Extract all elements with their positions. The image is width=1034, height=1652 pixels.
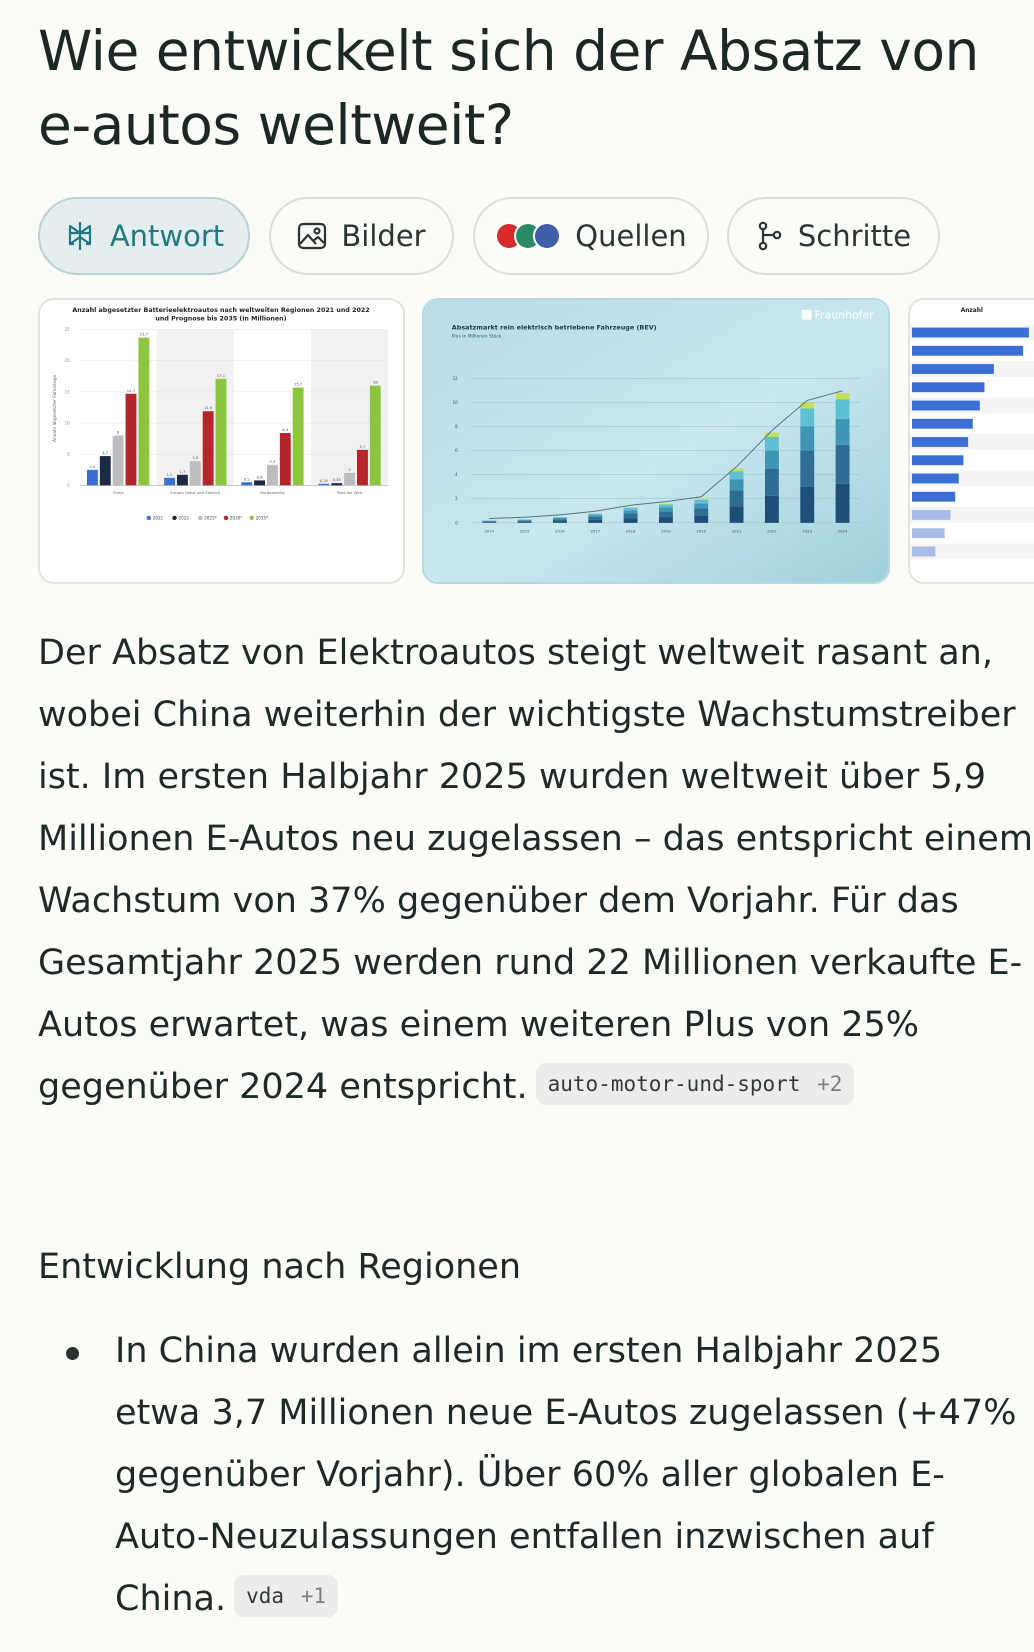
- data-label: 0,35: [332, 478, 341, 483]
- x-tick-label: 2021: [731, 529, 742, 534]
- bar-segment: [482, 521, 496, 522]
- bar: [138, 338, 149, 486]
- source-avatars-icon: [495, 222, 561, 250]
- bar-segment: [730, 490, 744, 506]
- bar: [912, 419, 973, 429]
- bar: [331, 483, 342, 485]
- x-tick-label: 2014: [484, 529, 495, 534]
- bar: [912, 346, 1023, 356]
- data-label: 1,2: [166, 472, 173, 477]
- bar: [912, 492, 955, 502]
- data-label: 4,7: [102, 451, 109, 456]
- bar-segment: [553, 517, 567, 518]
- bar-segment: [659, 511, 673, 517]
- bar-segment: [518, 522, 532, 523]
- fraunhofer-logo-icon: [802, 310, 812, 320]
- tab-label: Schritte: [797, 219, 912, 253]
- bar-segment: [694, 508, 708, 515]
- x-tick-label: 2016: [555, 529, 565, 534]
- y-tick-label: 0: [67, 482, 70, 488]
- legend-label: 2030*: [229, 515, 243, 521]
- data-label: 17,1: [216, 373, 226, 378]
- bar-segment: [800, 451, 814, 487]
- bar-segment: [588, 517, 602, 520]
- bar-segment: [765, 469, 779, 496]
- bar-segment: [730, 471, 744, 479]
- bev-regions-chart: [40, 300, 403, 582]
- data-label: 11,9: [203, 406, 213, 411]
- bar: [164, 478, 175, 485]
- bar: [912, 547, 935, 557]
- bar: [912, 328, 1029, 338]
- bar-segment: [765, 433, 779, 438]
- legend-swatch: [198, 516, 202, 520]
- legend-label: 2021: [152, 515, 164, 521]
- chart-title-line: und Prognose bis 2035 (in Millionen): [155, 315, 287, 323]
- bar-segment: [694, 516, 708, 523]
- bar: [241, 482, 252, 485]
- bar-segment: [800, 402, 814, 408]
- x-tick-label: 2019: [661, 529, 671, 534]
- bar: [912, 474, 959, 484]
- legend-swatch: [172, 516, 176, 520]
- y-tick-label: 10: [64, 420, 70, 426]
- bar-segment: [836, 399, 850, 419]
- bar: [912, 510, 951, 520]
- bar-segment: [659, 504, 673, 505]
- image-card-third[interactable]: [908, 298, 1034, 584]
- x-tick-label: 2023: [802, 529, 813, 534]
- citation-extra: +2: [817, 1072, 843, 1096]
- bar: [113, 436, 124, 486]
- legend-label: 2025*: [204, 515, 217, 521]
- y-tick-label: 5: [67, 451, 70, 457]
- bar-segment: [553, 519, 567, 521]
- bar-segment: [553, 518, 567, 519]
- image-card-fraunhofer[interactable]: [422, 298, 890, 584]
- y-tick-label: 4: [455, 472, 458, 478]
- y-tick-label: 15: [64, 389, 70, 395]
- bar: [126, 394, 137, 486]
- data-label: 14,7: [126, 388, 136, 393]
- bar-segment: [518, 519, 532, 520]
- image-icon: [297, 221, 327, 251]
- y-tick-label: 0: [455, 520, 458, 526]
- y-tick-label: 20: [64, 358, 70, 364]
- steps-branch-icon: [756, 221, 784, 251]
- bar-segment: [730, 507, 744, 523]
- x-tick-label: Nordamerika: [260, 491, 285, 496]
- y-tick-label: 8: [455, 423, 458, 429]
- y-tick-label: 10: [452, 399, 458, 405]
- x-tick-label: Europa (West und Zentral): [170, 491, 221, 496]
- chart-y-axis-label: Anzahl abgesetzter Fahrzeuge: [52, 374, 58, 442]
- tab-label: Quellen: [575, 219, 687, 253]
- bar-segment: [588, 520, 602, 523]
- bar-segment: [624, 508, 638, 510]
- citation-source: vda: [246, 1584, 285, 1608]
- chart-title: Anzahl: [960, 307, 983, 314]
- x-tick-label: 2018: [625, 529, 636, 534]
- data-label: 5,7: [359, 444, 366, 449]
- bar: [254, 480, 265, 485]
- data-label: 15,7: [293, 382, 303, 387]
- list-item: [38, 1320, 1033, 1630]
- data-label: 8: [116, 430, 120, 435]
- y-tick-label: 6: [455, 448, 458, 454]
- tab-bilder[interactable]: [269, 197, 454, 275]
- y-tick-label: 2: [455, 496, 458, 502]
- data-label: 0,25: [319, 478, 329, 483]
- bar: [293, 388, 304, 486]
- data-label: 0,5: [243, 477, 250, 482]
- x-tick-label: 2017: [590, 529, 601, 534]
- answer-paragraph: [38, 622, 1033, 1118]
- bar-segment: [836, 484, 850, 523]
- data-label: 1,7: [179, 469, 186, 474]
- legend-swatch: [249, 516, 253, 520]
- perplexity-logo-icon: [64, 220, 96, 252]
- x-tick-label: 2022: [767, 529, 777, 534]
- bar-segment: [800, 408, 814, 426]
- legend-swatch: [224, 516, 228, 520]
- data-label: 23,7: [139, 332, 149, 337]
- bar: [912, 528, 945, 538]
- data-label: 2,5: [89, 464, 96, 469]
- bar-segment: [694, 504, 708, 509]
- data-label: 3,3: [269, 459, 276, 464]
- x-tick-label: China: [112, 491, 124, 496]
- horizontal-bar-chart: [910, 300, 1034, 582]
- tab-label: Antwort: [109, 219, 225, 253]
- bar-segment: [659, 505, 673, 508]
- bar-segment: [765, 496, 779, 523]
- tab-antwort[interactable]: [38, 197, 250, 275]
- bar-segment: [765, 451, 779, 469]
- x-tick-label: 2020: [696, 529, 707, 534]
- legend-label: 2035*: [255, 515, 269, 521]
- brand-label: Fraunhofer: [814, 308, 874, 322]
- bar: [267, 465, 278, 486]
- image-card-statista[interactable]: [38, 298, 405, 584]
- bullet-text: In China wurden allein im ersten Halbjahr 2025 etwa 3,7 Millionen neue E-Autos zugelassen (+47% gegenüber Vorjahr). Über 60% aller globalen E-Auto-Neuzulassungen entfallen inzwischen auf China.: [115, 1331, 1017, 1619]
- citation-source: auto-motor-und-sport: [547, 1072, 801, 1096]
- bar-segment: [800, 426, 814, 450]
- citation-chip[interactable]: [234, 1575, 338, 1617]
- bar-segment: [765, 437, 779, 451]
- bar: [357, 450, 368, 486]
- chart-title: Absatzmarkt rein elektrisch betriebene Fahrzeuge (BEV): [451, 323, 657, 332]
- bar: [318, 484, 329, 486]
- data-label: 0,8: [256, 475, 263, 480]
- tab-quellen[interactable]: [473, 197, 709, 275]
- data-label: 2: [348, 467, 351, 472]
- bar-segment: [482, 522, 496, 523]
- bar: [912, 437, 968, 447]
- bar-segment: [624, 513, 638, 518]
- image-strip: [38, 298, 1034, 585]
- bullet-list: [38, 1320, 1033, 1630]
- y-tick-label: 12: [452, 375, 458, 381]
- legend-label: 2022: [178, 515, 189, 521]
- bar-segment: [836, 445, 850, 484]
- bev-market-chart: [424, 300, 888, 582]
- citation-extra: +1: [300, 1584, 326, 1608]
- bar-segment: [694, 500, 708, 504]
- bar-segment: [730, 479, 744, 490]
- bar-segment: [624, 507, 638, 508]
- bullet-dot: [66, 1347, 79, 1360]
- bar: [912, 455, 963, 465]
- bar: [912, 382, 985, 392]
- bar-segment: [588, 514, 602, 515]
- bar: [203, 411, 214, 485]
- bar: [177, 475, 188, 486]
- bar: [280, 433, 291, 485]
- x-tick-label: 2015: [519, 529, 530, 534]
- result-tabs: [38, 197, 1034, 277]
- bar: [87, 470, 98, 486]
- bar: [216, 379, 227, 486]
- bar: [344, 473, 355, 485]
- bar-segment: [518, 520, 532, 521]
- citation-chip[interactable]: [536, 1063, 855, 1105]
- bar-segment: [800, 487, 814, 523]
- bar-segment: [836, 419, 850, 445]
- bar-segment: [624, 518, 638, 523]
- bar-segment: [659, 507, 673, 511]
- tab-label: Bilder: [341, 219, 426, 253]
- chart-subtitle: Plus in Millionen Stück: [451, 334, 502, 340]
- tab-schritte[interactable]: [727, 197, 940, 275]
- bar-segment: [659, 517, 673, 523]
- x-tick-label: 2024: [837, 529, 848, 534]
- bar: [912, 364, 994, 374]
- answer-body: [38, 622, 1033, 1118]
- section-heading: Entwicklung nach Regionen: [38, 1247, 522, 1287]
- bar-segment: [836, 393, 850, 400]
- bar: [190, 461, 201, 485]
- paragraph-text: Der Absatz von Elektroautos steigt weltweit rasant an, wobei China weiterhin der wichtigste Wachstumstreiber ist. Im ersten Halbjahr 2025 wurden weltweit über 5,9 Millionen E-Autos neu zugelassen – das entspricht einem Wachstum von 37% gegenüber dem Vorjahr. Für das Gesamtjahr 2025 werden rund 22 Millionen verkaufte E-Autos erwartet, was einem weiteren Plus von 25% gegenüber 2024 entspricht.: [38, 633, 1033, 1107]
- data-label: 3,9: [192, 456, 199, 461]
- bar-segment: [624, 510, 638, 513]
- x-tick-label: Rest der Welt: [337, 491, 363, 496]
- legend-swatch: [147, 516, 151, 520]
- page-title: Wie entwickelt sich der Absatz von e-autos weltweit?: [38, 19, 979, 157]
- chart-title-line: Anzahl abgesetzter Batterieelektroautos nach weltweiten Regionen 2021 und 2022: [72, 306, 370, 314]
- data-label: 8,4: [282, 428, 289, 433]
- bar: [370, 386, 381, 486]
- bar-segment: [553, 521, 567, 523]
- bar-segment: [694, 499, 708, 500]
- bar: [912, 401, 980, 411]
- y-tick-label: 25: [64, 327, 70, 333]
- bar-segment: [588, 515, 602, 517]
- bar-segment: [518, 521, 532, 522]
- bar: [100, 456, 111, 485]
- data-label: 16: [372, 380, 378, 385]
